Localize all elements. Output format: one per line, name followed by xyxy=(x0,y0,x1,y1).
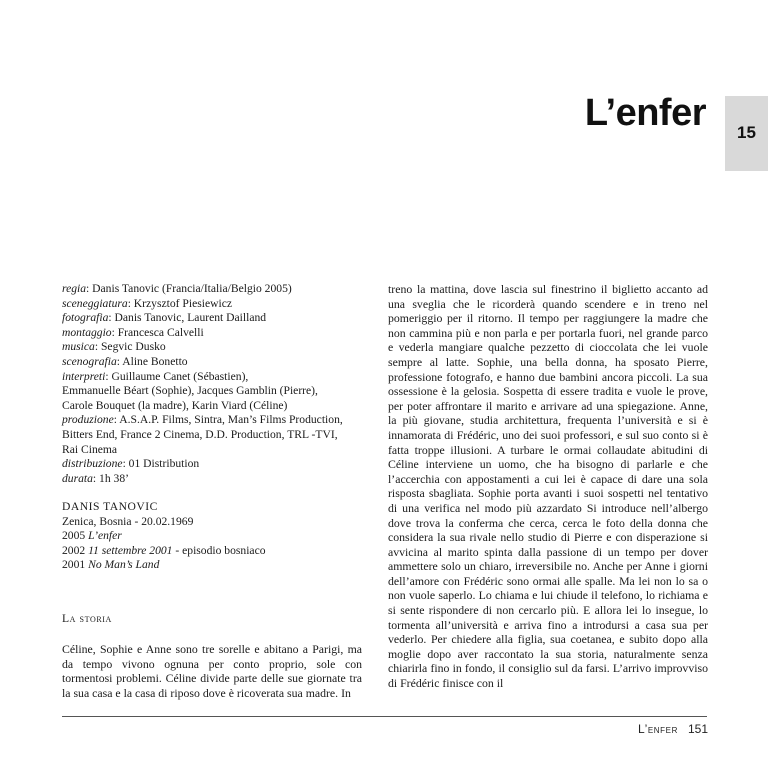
chapter-number: 15 xyxy=(737,123,756,142)
credit-line xyxy=(62,311,382,326)
footer-divider xyxy=(62,716,707,717)
filmography-item xyxy=(62,558,382,573)
credit-line xyxy=(62,443,382,458)
page-number: 151 xyxy=(687,722,708,736)
director-block xyxy=(62,500,382,573)
director-birth: Zenica, Bosnia - 20.02.1969 xyxy=(62,514,194,528)
credit-line xyxy=(62,326,382,341)
credit-label: scenografia xyxy=(62,354,117,368)
credit-line xyxy=(62,399,382,414)
credit-label: fotografia xyxy=(62,311,109,325)
filmography-item xyxy=(62,544,382,559)
credit-line xyxy=(62,384,382,399)
credit-line xyxy=(62,370,382,385)
credit-value: : Francesca Calvelli xyxy=(111,325,204,339)
film-title: 11 settembre 2001 xyxy=(88,543,173,557)
running-title: L’enfer xyxy=(637,722,678,736)
credit-line xyxy=(62,340,382,355)
credit-value: Emmanuelle Béart (Sophie), Jacques Gamblin (Pierre), xyxy=(62,384,318,398)
page-footer xyxy=(638,722,708,736)
credits-block xyxy=(62,282,382,486)
credit-value: : Danis Tanovic, Laurent Dailland xyxy=(108,311,267,325)
credit-value: Carole Bouquet (la madre), Karin Viard (Céline) xyxy=(62,398,288,412)
film-title: L’enfer xyxy=(88,529,122,543)
film-year: 2001 xyxy=(62,558,86,572)
credit-value: : Aline Bonetto xyxy=(116,354,188,368)
film-title: No Man’s Land xyxy=(88,558,160,572)
credit-value: Bitters End, France 2 Cinema, D.D. Production, TRL -TVI, xyxy=(62,427,338,441)
story-text-right: treno la mattina, dove lascia sul finestrino il biglietto accanto ad una sveglia che le ricorderà quando scendere e in treno nel pomeriggio per il ritorno. Il tempo per raggiungere la madre che non cammina più e non parla e per portarla fuori, nel grande parco e vederla mangiare qualche pezzetto di cioccolata che lei vuole sempre al latte. Sophie, una bella donna, ha sposato Pierre, professione fotografo, e hanno due bambini ancora piccoli. La sua ossessione è la gelosia. Sospetta di essere tradita e vuole le prove, per poter affrontare il marito e arrivare ad una spiegazione. Anne, la più giovane, studia architettura, frequenta l’università e si è innamorata di Frédéric, uno dei suoi professori, e sul suo conto si è fatta troppe illusioni. A turbare le ormai collaudate abitudini di Céline interviene un uomo, che ha bisogno di parlarle e che l’accerchia con appostamenti a cui lei è capace di dare una sola risposta sbagliata. Sophie porta avanti i suoi sospetti nel tentativo di una verifica nel modo più azzardato Si introduce nell’albergo dove trova la conferma che cerca, cerca le foto della donna che considera la sua rivale nello studio di Pierre e con disperazione si avvicina al marito spinta dalla passione di un tempo per dover ammettere solo un chiaro, irreversibile no. Anche per Anne i giorni dell’amore con Frédéric sono ormai alle spalle. Ma lei non lo sa o non vuole saperlo. Lo chiama e lui chiude il telefono, lo richiama e si sente rispondere di non cercarlo più. E allora lei lo insegue, lo tormenta all’università e arriva fino a introdursi a casa sua per vederlo. Per chiedere alla figlia, sua coetanea, e subito dopo alla moglie dopo aver raccontato la sua storia, naturalmente senza chiarirla fino in fondo, il consiglio sul da farsi. L’arrivo improvviso di Frédéric finisce con il xyxy=(388,282,708,691)
credit-value: : 01 Distribution xyxy=(122,457,200,471)
film-year: 2005 xyxy=(62,529,86,543)
filmography-item xyxy=(62,529,382,544)
credit-label: montaggio xyxy=(62,325,112,339)
credit-line xyxy=(62,355,382,370)
credit-label: sceneggiatura xyxy=(62,296,128,310)
credit-label: interpreti xyxy=(62,369,106,383)
chapter-tab xyxy=(725,96,768,171)
section-heading: La storia xyxy=(62,612,112,625)
film-note: - episodio bosniaco xyxy=(172,543,266,557)
credit-label: musica xyxy=(62,340,95,354)
page-title: L’enfer xyxy=(584,92,706,134)
credit-value: : Guillaume Canet (Sébastien), xyxy=(105,369,249,383)
credit-line xyxy=(62,413,382,428)
credit-label: regia xyxy=(62,282,87,295)
credit-value: : A.S.A.P. Films, Sintra, Man’s Films Production, xyxy=(113,413,343,427)
credit-value: Rai Cinema xyxy=(62,442,118,456)
story-text-left: Céline, Sophie e Anne sono tre sorelle e abitano a Parigi, ma da tempo vivono ognuna per conto proprio, sole con tormentosi problemi. Céline divide parte delle sue giornate tra la sua casa e la casa di riposo dove è ricoverata sua madre. In xyxy=(62,642,362,700)
credit-value: : Segvic Dusko xyxy=(94,340,166,354)
credit-line xyxy=(62,472,382,487)
credit-line xyxy=(62,457,382,472)
film-year: 2002 xyxy=(62,543,86,557)
credit-value: : Danis Tanovic (Francia/Italia/Belgio 2005) xyxy=(86,282,292,295)
credit-label: durata xyxy=(62,471,93,485)
credit-line xyxy=(62,428,382,443)
director-name: DANIS TANOVIC xyxy=(62,500,158,513)
credit-line xyxy=(62,282,382,297)
credit-line xyxy=(62,297,382,312)
credit-value: : Krzysztof Piesiewicz xyxy=(127,296,232,310)
credit-value: : 1h 38’ xyxy=(92,471,129,485)
credit-label: distribuzione xyxy=(62,457,123,471)
credit-label: produzione xyxy=(62,413,114,427)
